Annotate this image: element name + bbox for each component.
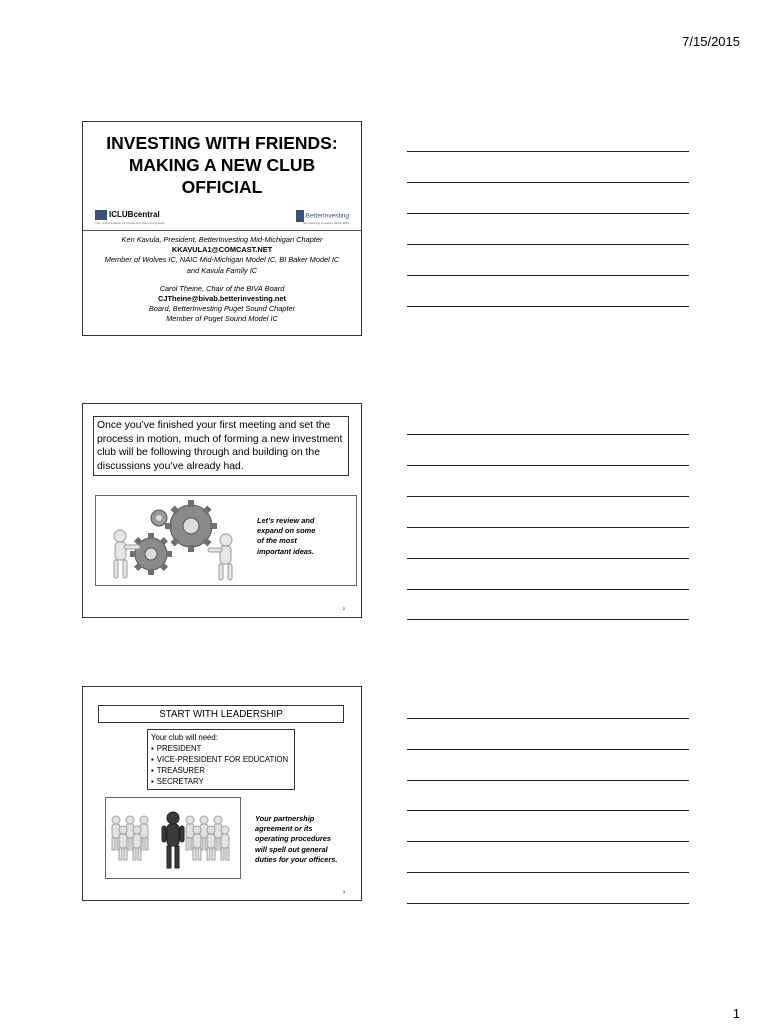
slide-2 bbox=[82, 403, 362, 618]
presenter-1-memberships-cont: and Kavula Family IC bbox=[186, 265, 258, 275]
betterinvesting-logo-text: BetterInvesting bbox=[305, 212, 349, 220]
betterinvesting-tagline: Empowering Investors Since 1951 bbox=[303, 221, 349, 225]
note-line[interactable] bbox=[407, 872, 689, 873]
caption-line-3: operating procedures bbox=[255, 834, 331, 844]
intro-text: Once you’ve finished your first meeting and set the process in motion, much of forming a new investment club will be following through and building on the discussions you’ve already had. bbox=[93, 416, 349, 476]
list-item: ▪ VICE-PRESIDENT FOR EDUCATION bbox=[151, 754, 291, 765]
presenter-2-membership: Member of Puget Sound Model IC bbox=[166, 314, 278, 324]
roles-list bbox=[151, 743, 291, 787]
list-item: ▪ TREASURER bbox=[151, 765, 291, 776]
caption-line-3: of the most bbox=[257, 536, 297, 546]
logo-strip bbox=[91, 208, 355, 228]
presenter-1-title: Ken Kavula, President, BetterInvesting Mid-Michigan Chapter bbox=[121, 235, 323, 244]
note-line[interactable] bbox=[407, 903, 689, 904]
presenter-1-memberships: Member of Wolves IC, NAIC Mid-Michigan Model IC, BI Baker Model IC bbox=[104, 255, 340, 265]
note-line[interactable] bbox=[407, 749, 689, 750]
iclub-logo bbox=[95, 210, 160, 220]
caption-line-4: will spell out general bbox=[255, 844, 328, 854]
note-line[interactable] bbox=[407, 589, 689, 590]
slide-3 bbox=[82, 686, 362, 901]
note-line[interactable] bbox=[407, 306, 689, 307]
gears-figures-icon bbox=[96, 496, 256, 584]
roles-box bbox=[147, 729, 295, 790]
note-line[interactable] bbox=[407, 558, 689, 559]
note-line[interactable] bbox=[407, 465, 689, 466]
title-line-1: INVESTING WITH FRIENDS: bbox=[106, 133, 338, 153]
note-line[interactable] bbox=[407, 151, 689, 152]
caption-line-1: Your partnership bbox=[255, 814, 315, 823]
presenter-2-board: Board, BetterInvesting Puget Sound Chapter bbox=[148, 304, 296, 314]
note-line[interactable] bbox=[407, 213, 689, 214]
title-line-2: MAKING A NEW CLUB bbox=[128, 155, 316, 175]
slide-3-caption bbox=[255, 814, 347, 865]
slide-3-heading: START WITH LEADERSHIP bbox=[98, 705, 344, 723]
slide-1 bbox=[82, 121, 362, 336]
presenter-1-email: KKAVULA1@COMCAST.NET bbox=[171, 245, 273, 255]
presenter-info bbox=[83, 235, 361, 325]
note-line[interactable] bbox=[407, 810, 689, 811]
iclub-tagline: Your online solution for investment clubs and groups bbox=[95, 221, 165, 225]
note-line[interactable] bbox=[407, 841, 689, 842]
note-line[interactable] bbox=[407, 244, 689, 245]
slide-2-caption bbox=[257, 516, 335, 557]
print-date: 7/15/2015 bbox=[682, 34, 740, 49]
presenter-2-email: CJTheine@bivab.betterinvesting.net bbox=[158, 294, 286, 304]
title-line-3: OFFICIAL bbox=[181, 177, 263, 197]
caption-line-2: agreement or its bbox=[255, 824, 313, 834]
note-line[interactable] bbox=[407, 434, 689, 435]
betterinvesting-logo-icon bbox=[296, 210, 304, 222]
roles-label: Your club will need: bbox=[151, 733, 218, 742]
leader-group-figures-icon bbox=[106, 798, 240, 878]
list-item: ▪ SECRETARY bbox=[151, 776, 291, 787]
caption-line-4: important ideas. bbox=[257, 546, 315, 556]
note-line[interactable] bbox=[407, 718, 689, 719]
iclub-logo-text: ICLUBcentral bbox=[109, 210, 160, 220]
slide-1-title bbox=[83, 132, 361, 198]
note-line[interactable] bbox=[407, 780, 689, 781]
page-number: 1 bbox=[732, 1006, 740, 1021]
note-line[interactable] bbox=[407, 496, 689, 497]
note-line[interactable] bbox=[407, 182, 689, 183]
note-line[interactable] bbox=[407, 619, 689, 620]
presenter-2-title: Carol Theine, Chair of the BIVA Board bbox=[159, 283, 285, 293]
iclub-logo-icon bbox=[95, 210, 107, 220]
caption-line-5: duties for your officers. bbox=[255, 854, 338, 864]
note-line[interactable] bbox=[407, 275, 689, 276]
slide-number: 2 bbox=[342, 606, 345, 611]
divider bbox=[83, 230, 361, 231]
leadership-image bbox=[105, 797, 241, 879]
note-line[interactable] bbox=[407, 527, 689, 528]
list-item: ▪ PRESIDENT bbox=[151, 743, 291, 754]
caption-line-1: Let’s review and bbox=[257, 516, 315, 525]
slide-number: 3 bbox=[342, 889, 345, 894]
caption-line-2: expand on some bbox=[257, 526, 316, 536]
